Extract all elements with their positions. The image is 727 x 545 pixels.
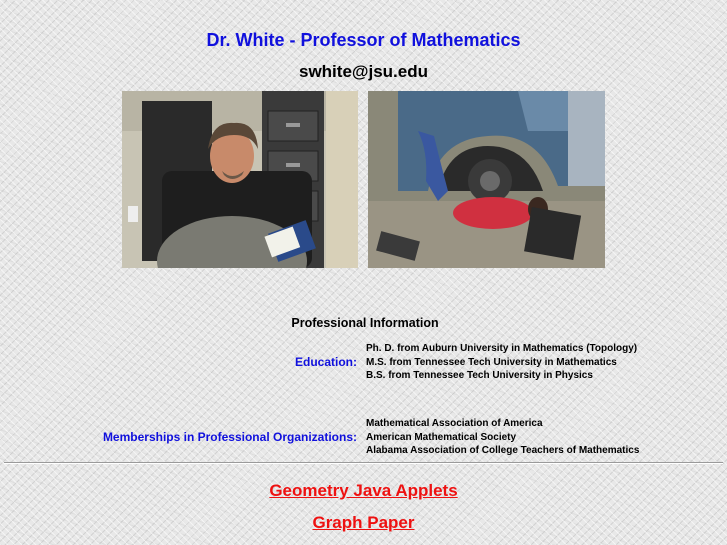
membership-item: Alabama Association of College Teachers of Mathematics [366, 445, 640, 456]
education-item: M.S. from Tennessee Tech University in Mathematics [366, 356, 617, 368]
education-list [366, 342, 637, 383]
professional-info-heading: Professional Information [291, 316, 439, 330]
page-title: Dr. White - Professor of Mathematics [206, 30, 521, 50]
graph-paper-link-row [0, 513, 727, 533]
geometry-applets-link[interactable]: Geometry Java Applets [269, 481, 458, 500]
car-repair-photo [368, 91, 605, 268]
education-item: Ph. D. from Auburn University in Mathematics (Topology) [366, 343, 638, 354]
membership-item: Mathematical Association of America [366, 418, 543, 429]
education-label: Education: [295, 355, 357, 369]
memberships-label: Memberships in Professional Organizations: [102, 430, 357, 444]
portrait-photo [122, 91, 358, 268]
horizontal-divider [4, 462, 723, 464]
memberships-list [366, 417, 639, 458]
membership-item: American Mathematical Society [366, 431, 517, 443]
education-item: B.S. from Tennessee Tech University in Physics [366, 370, 593, 381]
email-address: swhite@jsu.edu [299, 62, 428, 81]
geometry-applets-link-row [0, 481, 727, 501]
graph-paper-link[interactable]: Graph Paper [312, 513, 415, 532]
